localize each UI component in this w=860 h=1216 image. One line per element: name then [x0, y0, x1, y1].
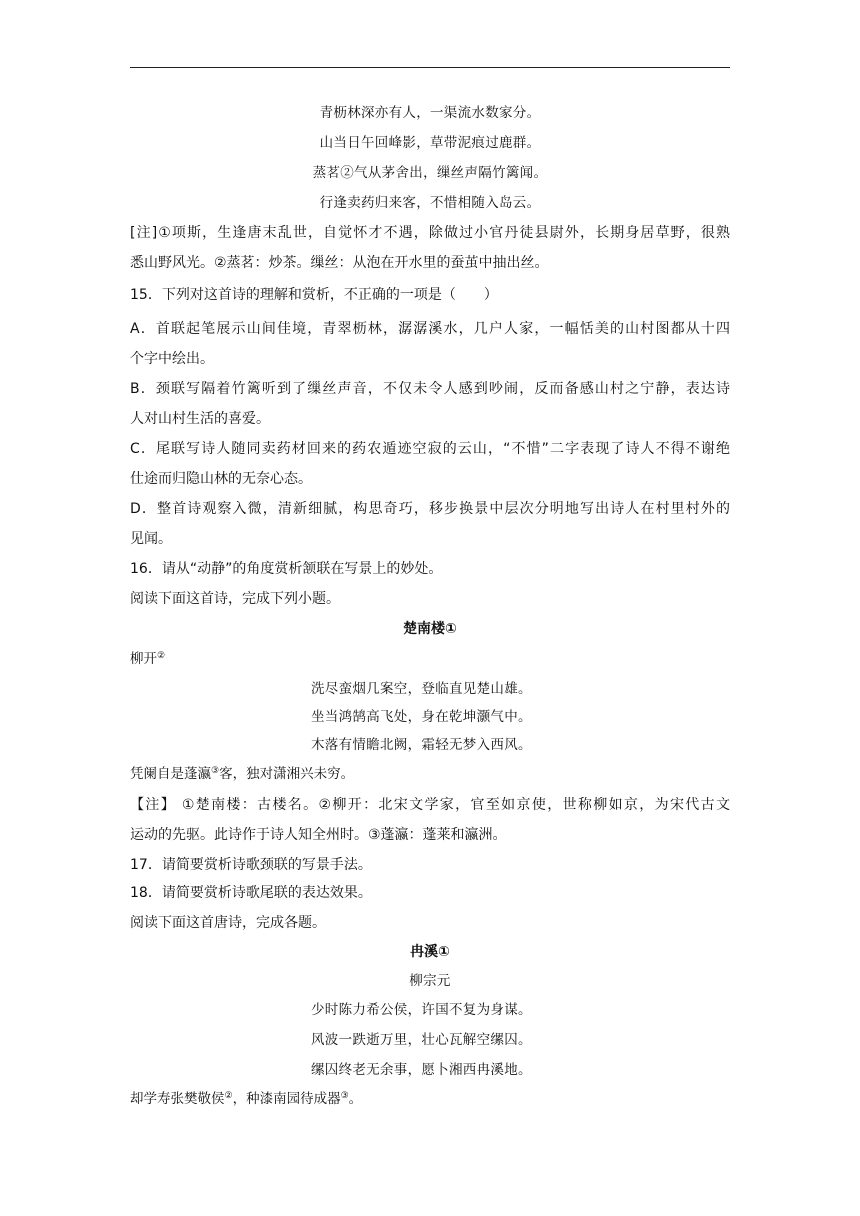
poem3-line-2: 风波一跌逝万里，壮心瓦解空缧囚。	[311, 1032, 532, 1048]
option-c-line-1: C．尾联写诗人随同卖药材回来的药农遁迹空寂的云山，“不惜”二字表现了诗人不得不谢绝	[130, 441, 730, 457]
intro-poem-3: 阅读下面这首唐诗，完成各题。	[130, 915, 326, 931]
poem2-line-4-part-a: 凭阑自是蓬瀛	[130, 766, 211, 782]
poem3-author: 柳宗元	[409, 973, 451, 989]
poem3-line-4-part-b: ，种漆南园待成器	[232, 1091, 341, 1107]
poem2-line-4-note-mark: ③	[211, 766, 220, 776]
poem1-note-line-1: [注]①项斯，生逢唐末乱世，自觉怀才不遇，除做过小官丹徒县尉外，长期身居草野，很熟	[130, 225, 730, 241]
poem1-line-4: 行逢卖药归来客，不惜相随入岛云。	[319, 195, 541, 211]
poem1-line-3: 蒸茗②气从茅舍出，缫丝声隔竹篱闻。	[312, 165, 548, 181]
poem2-author: 柳开	[130, 651, 157, 667]
poem2-note-line-1: 【注】 ①楚南楼：古楼名。②柳开：北宋文学家，官至如京使，世称柳如京，为宋代古文	[130, 797, 730, 813]
poem2-title: 楚南楼①	[403, 621, 457, 637]
poem2-author-note-mark: ②	[157, 651, 166, 661]
option-a-line-1: A．首联起笔展示山间佳境，青翠枥林，潺潺溪水，几户人家，一幅恬美的山村图都从十四	[130, 321, 730, 337]
poem3-line-4	[130, 1089, 362, 1109]
question-15-stem: 15．下列对这首诗的理解和赏析，不正确的一项是（ ）	[130, 287, 498, 303]
poem3-line-3: 缧囚终老无余事，愿卜湘西冉溪地。	[311, 1062, 532, 1078]
poem3-line-4-part-a: 却学寿张樊敬侯	[130, 1091, 225, 1107]
poem3-line-4-note-mark-2: ③	[340, 1091, 349, 1101]
poem3-line-4-part-c: 。	[348, 1091, 363, 1107]
poem1-note-line-2: 悉山野风光。②蒸茗：炒茶。缫丝：从泡在开水里的蚕茧中抽出丝。	[130, 255, 549, 271]
poem2-line-4	[130, 764, 354, 784]
poem3-line-1: 少时陈力希公侯，许国不复为身谋。	[311, 1002, 532, 1018]
intro-poem-2: 阅读下面这首诗，完成下列小题。	[130, 591, 340, 607]
option-b-line-1: B．颈联写隔着竹篱听到了缫丝声音，不仅未令人感到吵闹，反而备感山村之宁静，表达诗	[130, 381, 730, 397]
poem3-title: 冉溪①	[410, 944, 450, 960]
poem2-line-1: 洗尽蛮烟几案空，登临直见楚山雄。	[311, 681, 532, 697]
poem3-line-4-note-mark-1: ②	[224, 1091, 233, 1101]
option-b-line-2: 人对山村生活的喜爱。	[130, 411, 270, 427]
poem2-author-line	[130, 649, 165, 669]
poem2-note-line-2: 运动的先驱。此诗作于诗人知全州时。③蓬瀛：蓬莱和瀛洲。	[130, 827, 507, 843]
option-d-line-2: 见闻。	[130, 531, 172, 547]
poem2-line-4-part-b: 客，独对潇湘兴未穷。	[219, 766, 355, 782]
option-d-line-1: D．整首诗观察入微，清新细腻，构思奇巧，移步换景中层次分明地写出诗人在村里村外的	[130, 501, 730, 517]
option-c-line-2: 仕途而归隐山林的无奈心态。	[130, 471, 312, 487]
question-17: 17．请简要赏析诗歌颈联的写景手法。	[130, 857, 372, 873]
option-a-line-2: 个字中绘出。	[130, 351, 214, 367]
question-16: 16．请从“动静”的角度赏析颔联在写景上的妙处。	[130, 561, 443, 577]
header-rule	[130, 67, 730, 68]
poem2-line-3: 木落有情瞻北阙，霜轻无梦入西风。	[311, 737, 532, 753]
question-18: 18．请简要赏析诗歌尾联的表达效果。	[130, 885, 372, 901]
poem1-line-1: 青枥林深亦有人，一渠流水数家分。	[319, 105, 541, 121]
poem1-line-2: 山当日午回峰影，草带泥痕过鹿群。	[319, 135, 541, 151]
poem2-line-2: 坐当鸿鹄高飞处，身在乾坤灏气中。	[311, 709, 532, 725]
